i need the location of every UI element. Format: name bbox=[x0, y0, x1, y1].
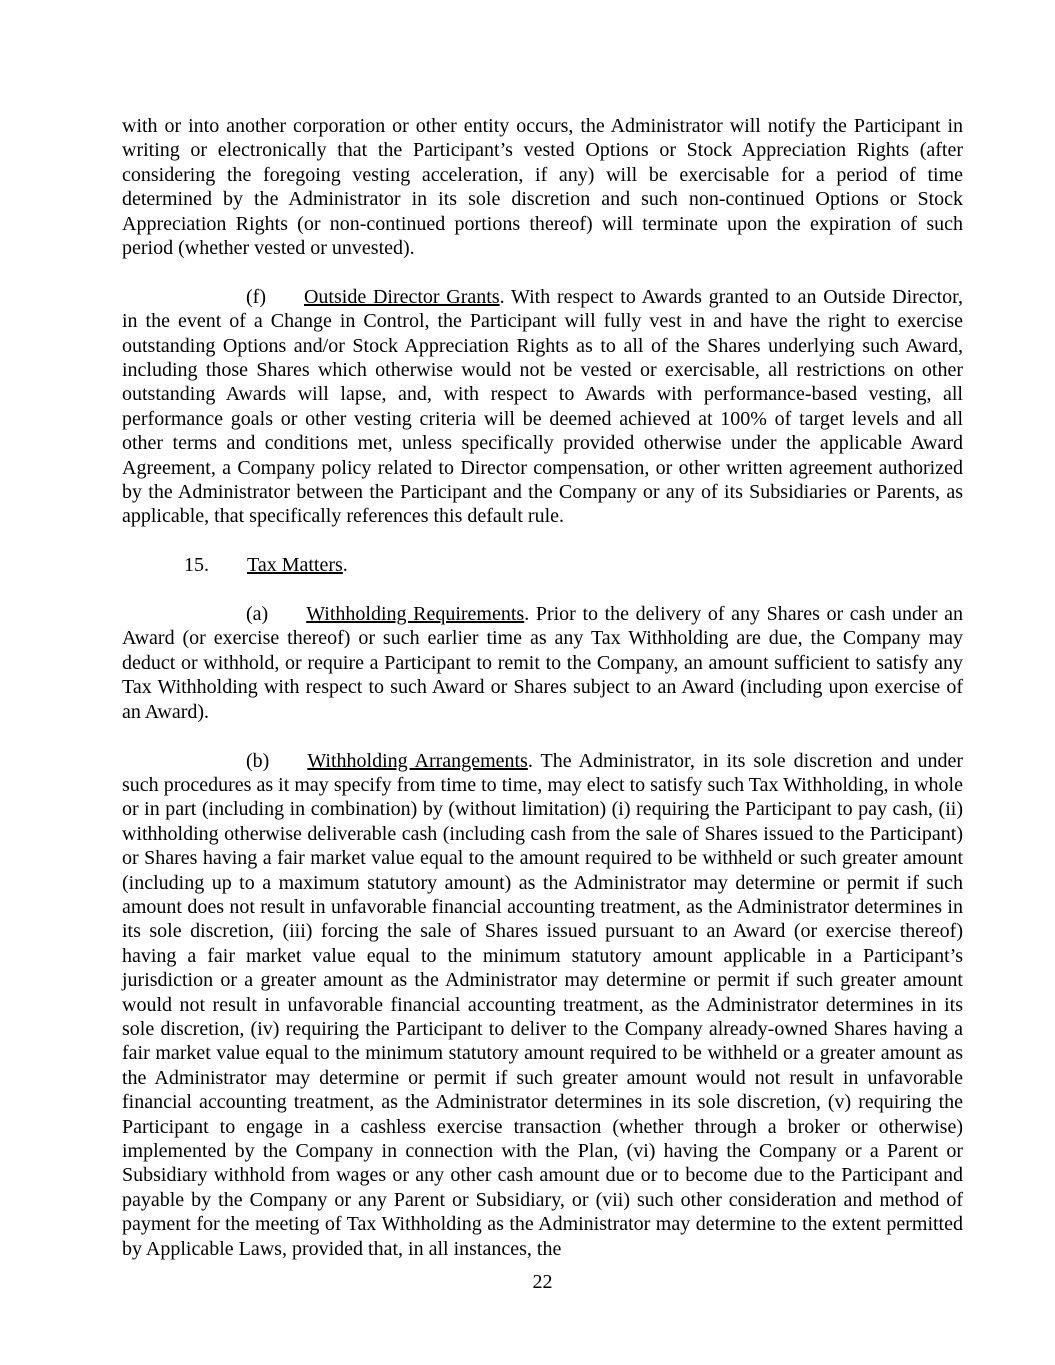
paragraph-b-label: (b) bbox=[246, 749, 270, 772]
paragraph-f bbox=[122, 285, 963, 529]
section-15-heading: Tax Matters bbox=[247, 554, 343, 577]
page-footer bbox=[122, 1270, 963, 1294]
paragraph-a-body: . Prior to the delivery of any Shares or cash under an Award (or exercise thereof) or such earlier time as any Tax Withholding are due, the Company may deduct or withhold, or require a Participant to remit to the Company, an amount sufficient to satisfy any Tax Withholding with respect to such Award or Shares subject to an Award (including upon exercise of an Award). bbox=[122, 603, 963, 723]
paragraph-b bbox=[122, 749, 963, 1262]
section-15-body: . bbox=[342, 554, 348, 577]
section-15-label: 15. bbox=[184, 554, 209, 577]
paragraph-f-body: . With respect to Awards granted to an Outside Director, in the event of a Change in Control, the Participant will fully vest in and have the right to exercise outstanding Options and/or Stock Appreciation Rights as to all of the Shares underlying such Award, including those Shares which otherwise would not be vested or exercisable, all restrictions on other outstanding Awards will lapse, and, with respect to Awards with performance-based vesting, all performance goals or other vesting criteria will be deemed achieved at 100% of target levels and all other terms and conditions met, unless specifically provided otherwise under the applicable Award Agreement, a Company policy related to Director compensation, or other written agreement authorized by the Administrator between the Participant and the Company or any of its Subsidiaries or Parents, as applicable, that specifically references this default rule. bbox=[122, 285, 964, 528]
paragraph-continuation: with or into another corporation or other entity occurs, the Administrator will notify the Participant in writing or electronically that the Participant’s vested Options or Stock Appreciation Rights (after considering the foregoing vesting acceleration, if any) will be exercisable for a period of time determined by the Administrator in its sole discretion and such non-continued Options or Stock Appreciation Rights (or non-continued portions thereof) will terminate upon the expiration of such period (whether vested or unvested). bbox=[122, 115, 963, 260]
paragraph-a bbox=[122, 602, 963, 724]
paragraph-f-label: (f) bbox=[246, 285, 266, 308]
paragraph-a-heading: Withholding Requirements bbox=[306, 603, 525, 626]
document-content bbox=[122, 114, 963, 1285]
section-15 bbox=[122, 553, 963, 577]
paragraph-a-label: (a) bbox=[246, 603, 269, 626]
paragraph-b-heading: Withholding Arrangements bbox=[307, 749, 528, 772]
paragraph-f-heading: Outside Director Grants bbox=[303, 285, 500, 308]
paragraph-b-body: . The Administrator, in its sole discretion and under such procedures as it may specify from time to time, may elect to satisfy such Tax Withholding, in whole or in part (including in combination) by (without limitation) (i) requiring the Participant to pay cash, (ii) withholding otherwise deliverable cash (including cash from the sale of Shares issued to the Participant) or Shares having a fair market value equal to the amount required to be withheld or such greater amount (including up to a maximum statutory amount) as the Administrator may determine or permit if such amount does not result in unfavorable financial accounting treatment, as the Administrator determines in its sole discretion, (iii) forcing the sale of Shares issued pursuant to an Award (or exercise thereof) having a fair market value equal to the minimum statutory amount applicable in a Participant’s jurisdiction or a greater amount as the Administrator may determine or permit if such greater amount would not result in unfavorable financial accounting treatment, as the Administrator determines in its sole discretion, (iv) requiring the Participant to deliver to the Company already-owned Shares having a fair market value equal to the minimum statutory amount required to be withheld or a greater amount as the Administrator may determine or permit if such greater amount would not result in unfavorable financial accounting treatment, as the Administrator determines in its sole discretion, (v) requiring the Participant to engage in a cashless exercise transaction (whether through a broker or otherwise) implemented by the Company in connection with the Plan, (vi) having the Company or a Parent or Subsidiary withhold from wages or any other cash amount due or to become due to the Participant and payable by the Company or any Parent or Subsidiary, or (vii) such other consideration and method of payment for the meeting of Tax Withholding as the Administrator may determine to the extent permitted by Applicable Laws, provided that, in all instances, the bbox=[122, 749, 963, 1260]
page-number: 22 bbox=[532, 1271, 553, 1293]
